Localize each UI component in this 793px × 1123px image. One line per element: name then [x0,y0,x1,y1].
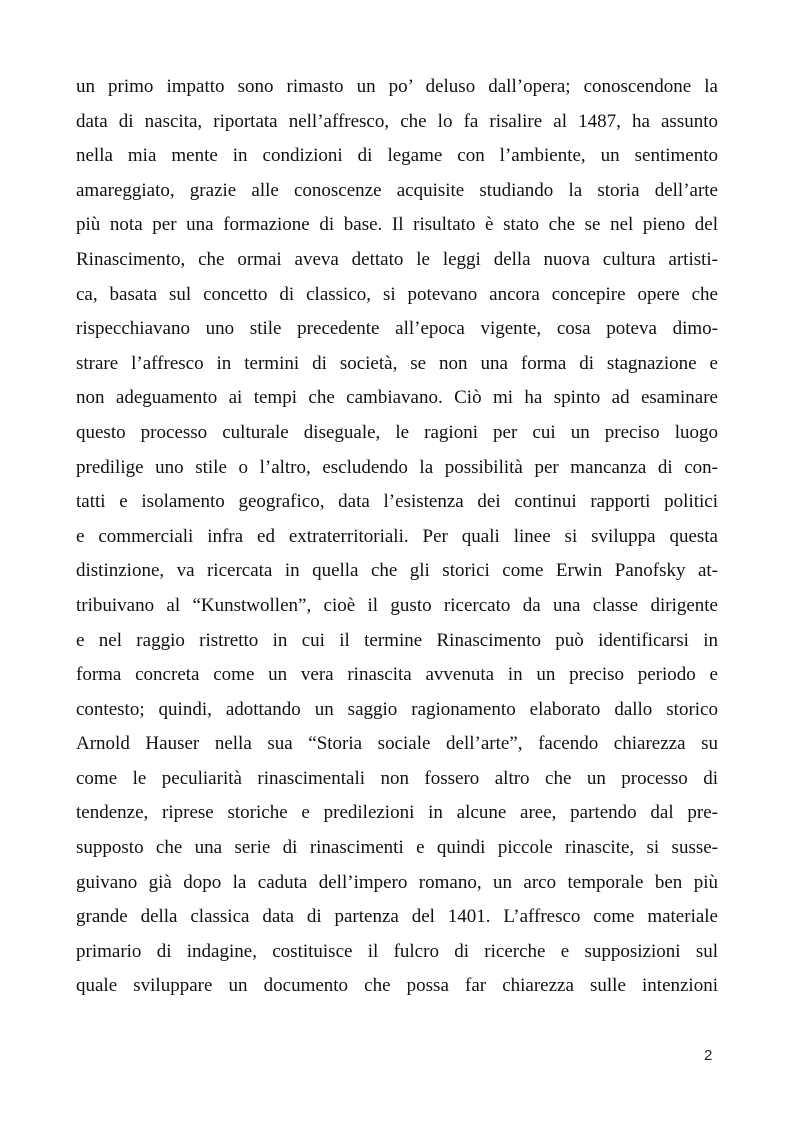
text-line: tribuivano al “Kunstwollen”, cioè il gusto ricercato da una classe dirigente [76,594,718,616]
text-line: primario di indagine, costituisce il fulcro di ricerche e supposizioni sul [76,940,718,962]
text-line: un primo impatto sono rimasto un po’ deluso dall’opera; conoscendone la [76,76,718,97]
text-line: distinzione, va ricercata in quella che gli storici come Erwin Panofsky at- [76,560,718,582]
text-line: tendenze, riprese storiche e predilezioni in alcune aree, partendo dal pre- [76,802,718,824]
body-text [76,72,718,1006]
page-number: 2 [704,1047,713,1064]
text-line: e commerciali infra ed extraterritoriali. Per quali linee si sviluppa questa [76,525,718,547]
text-line: come le peculiarità rinascimentali non fossero altro che un processo di [76,767,718,789]
text-line: Rinascimento, che ormai aveva dettato le leggi della nuova cultura artisti- [76,248,718,270]
text-line: data di nascita, riportata nell’affresco, che lo fa risalire al 1487, ha assunto [76,110,718,132]
text-line: contesto; quindi, adottando un saggio ragionamento elaborato dallo storico [76,698,718,720]
text-line: rispecchiavano uno stile precedente all’epoca vigente, cosa poteva dimo- [76,318,718,340]
text-line: forma concreta come un vera rinascita avvenuta in un preciso periodo e [76,664,718,686]
text-line: nella mia mente in condizioni di legame con l’ambiente, un sentimento [76,145,718,167]
text-line: questo processo culturale diseguale, le ragioni per cui un preciso luogo [76,421,718,443]
text-line: guivano già dopo la caduta dell’impero romano, un arco temporale ben più [76,871,718,893]
text-line: grande della classica data di partenza del 1401. L’affresco come materiale [76,906,718,928]
text-line: più nota per una formazione di base. Il risultato è stato che se nel pieno del [76,214,718,236]
text-line: non adeguamento ai tempi che cambiavano. Ciò mi ha spinto ad esaminare [76,387,718,409]
text-line: tatti e isolamento geografico, data l’esistenza dei continui rapporti politici [76,491,718,513]
text-line: amareggiato, grazie alle conoscenze acquisite studiando la storia dell’arte [76,179,718,201]
text-line: predilige uno stile o l’altro, escludendo la possibilità per mancanza di con- [76,456,718,478]
text-line: e nel raggio ristretto in cui il termine Rinascimento può identificarsi in [76,629,718,651]
text-line: quale sviluppare un documento che possa far chiarezza sulle intenzioni [76,975,718,997]
text-line: Arnold Hauser nella sua “Storia sociale dell’arte”, facendo chiarezza su [76,733,718,755]
text-line: supposto che una serie di rinascimenti e quindi piccole rinascite, si susse- [76,837,718,859]
text-line: strare l’affresco in termini di società, se non una forma di stagnazione e [76,352,718,374]
text-line: ca, basata sul concetto di classico, si potevano ancora concepire opere che [76,283,718,305]
